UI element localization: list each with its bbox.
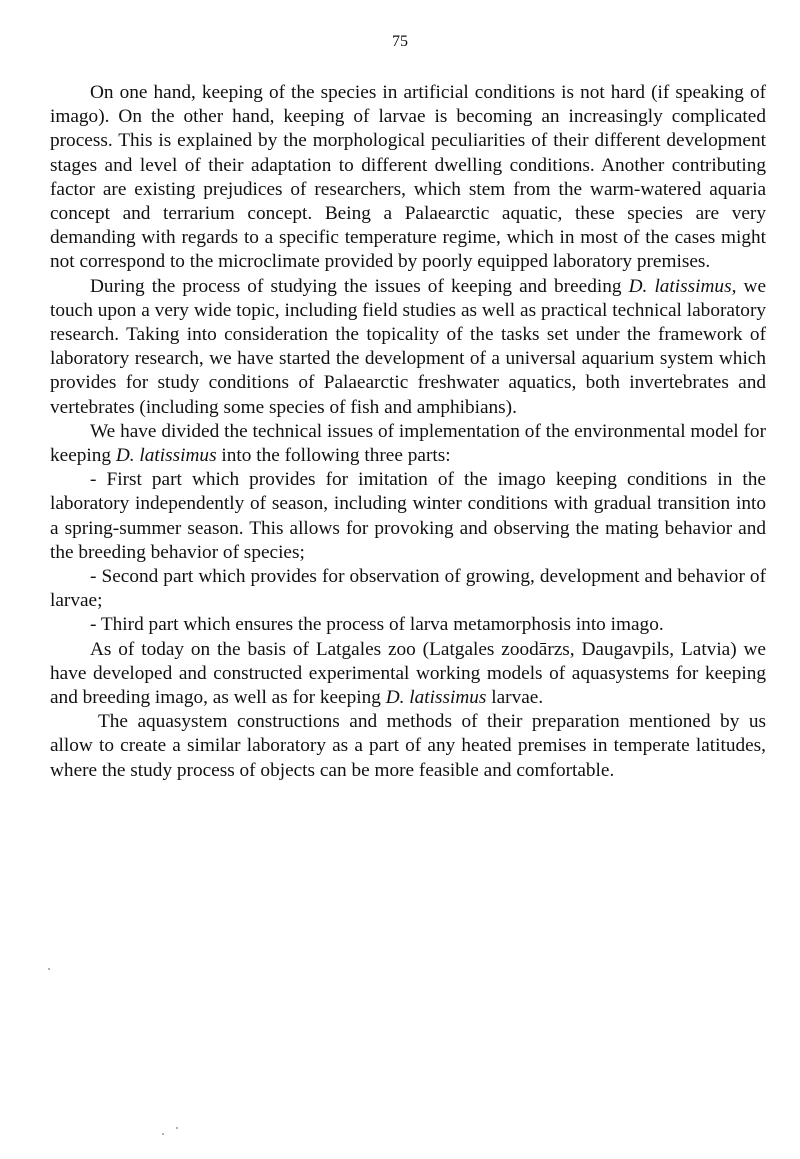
paragraph: [50, 468, 766, 565]
scan-speck: [162, 1133, 164, 1135]
text-run: - First part which provides for imitation of the imago keeping conditions in the laboratory independently of season, including winter conditions with gradual transition into a spring-summer season. This allows for provoking and observing the mating behavior and the breeding behavior of species;: [50, 469, 766, 563]
text-run: larvae.: [486, 687, 544, 709]
text-run: The aquasystem constructions and methods of their preparation mentioned by us allow to create a similar laboratory as a part of any heated premises in temperate latitudes, where the study process of objects can be more feasible and comfortable.: [50, 711, 766, 781]
species-name: D. latissimus: [385, 687, 487, 709]
paragraph: [50, 420, 766, 468]
text-run: - Second part which provides for observation of growing, development and behavior of larvae;: [50, 566, 766, 612]
species-name: D. latissimus: [628, 275, 732, 297]
scan-speck: [48, 968, 50, 970]
text-run: , we touch upon a very wide topic, including field studies as well as practical technical laboratory research. Taking into consideration the topicality of the tasks set under the framework of laboratory research, we have started the development of a universal aquarium system which provides for study conditions of Palaearctic freshwater aquatics, both invertebrates and vertebrates (including some species of fish and amphibians).: [50, 275, 766, 418]
text-run: During the process of studying the issues of keeping and breeding: [90, 275, 629, 297]
text-run: We have divided the technical issues of implementation of the environmental model for keeping: [50, 420, 766, 467]
paragraph: [50, 710, 766, 783]
text-run: As of today on the basis of Latgales zoo (Latgales zoodārzs, Daugavpils, Latvia) we have developed and constructed experimental working models of aquasystems for keeping and breeding imago, as well as for keeping: [50, 638, 766, 709]
paragraph: [50, 638, 766, 711]
species-name: D. latissimus: [115, 445, 217, 467]
text-run: - Third part which ensures the process of larva metamorphosis into imago.: [90, 614, 664, 636]
body-text: [50, 81, 766, 783]
page-number: 75: [392, 33, 408, 50]
text-run: On one hand, keeping of the species in artificial conditions is not hard (if speaking of imago). On the other hand, keeping of larvae is becoming an increasingly complicated process. This is explained by the morphological peculiarities of their different development stages and level of their adaptation to different dwelling conditions. Another contributing factor are existing prejudices of researchers, which stem from the warm-watered aquaria concept and terrarium concept. Being a Palaearctic aquatic, these species are very demanding with regards to a specific temperature regime, which in most of the cases might not correspond to the microclimate provided by poorly equipped laboratory premises.: [50, 82, 766, 273]
paragraph: [50, 613, 766, 637]
paragraph: [50, 565, 766, 613]
scan-speck: [176, 1127, 178, 1129]
paragraph: [50, 275, 766, 420]
paragraph: [50, 81, 766, 275]
text-run: into the following three parts:: [216, 445, 451, 467]
